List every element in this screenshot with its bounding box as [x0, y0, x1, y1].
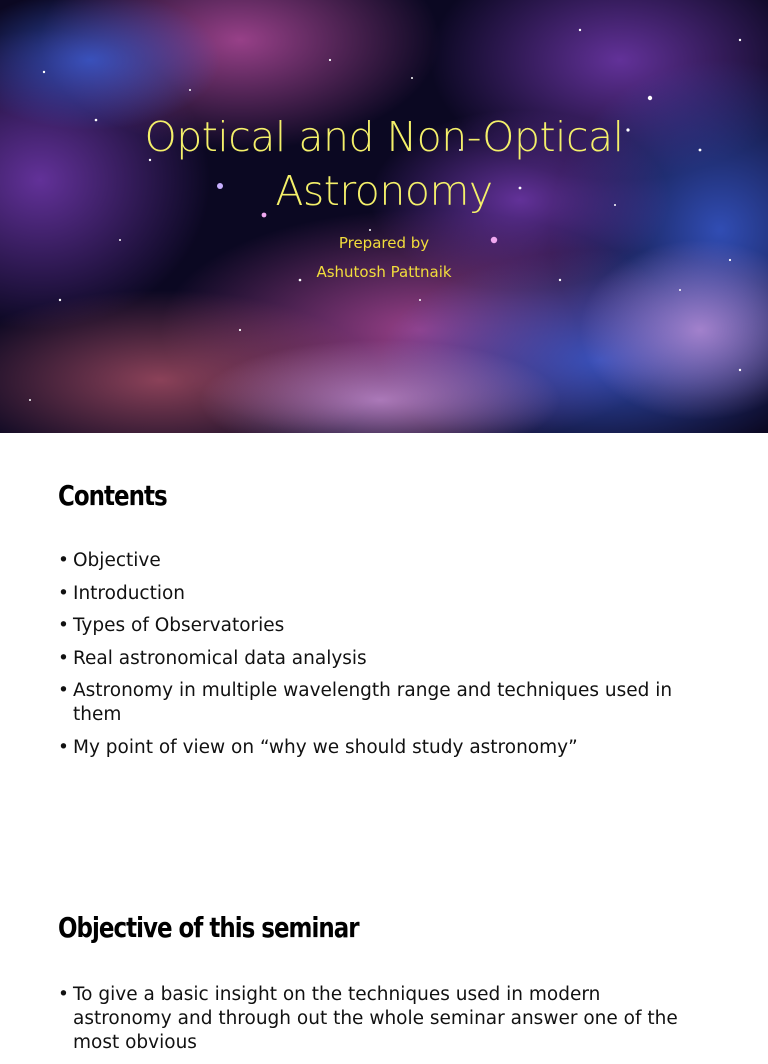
list-item-text: Types of Observatories [73, 615, 285, 636]
author-block [0, 229, 768, 287]
bullet-icon: • [58, 680, 69, 701]
bullet-icon: • [58, 736, 69, 758]
list-item [58, 736, 708, 760]
title-line-1: Optical and Non-Optical [144, 113, 624, 161]
objective-list [58, 983, 698, 1064]
list-item [58, 549, 708, 573]
bullet-icon: • [58, 582, 69, 604]
title-slide [0, 0, 768, 433]
list-item [58, 647, 708, 671]
list-item-text: Astronomy in multiple wavelength range and techniques used in them [73, 680, 673, 725]
list-item [58, 983, 698, 1055]
bullet-icon: • [58, 550, 69, 571]
contents-slide [0, 433, 768, 863]
list-item-text: My point of view on “why we should study astronomy” [73, 736, 578, 758]
bullet-icon: • [58, 615, 69, 636]
list-item [58, 679, 708, 727]
list-item-text: Objective [73, 550, 161, 571]
bullet-icon: • [58, 647, 69, 669]
list-item [58, 582, 708, 606]
presentation-title [0, 110, 768, 218]
list-item-text: Real astronomical data analysis [73, 647, 367, 669]
objective-slide [0, 863, 768, 1053]
list-item-text: Introduction [73, 582, 186, 604]
list-item [58, 614, 708, 638]
objective-heading: Objective of this seminar [58, 911, 359, 944]
title-line-2: Astronomy [275, 167, 493, 215]
author-name: Ashutosh Pattnaik [316, 263, 452, 281]
contents-list [58, 549, 708, 768]
bullet-icon: • [58, 984, 69, 1005]
prepared-by-label: Prepared by [338, 234, 430, 252]
contents-heading: Contents [58, 479, 167, 512]
list-item-text: To give a basic insight on the techniques used in modern astronomy and through out the whole seminar answer one of the most obvious [73, 984, 678, 1053]
